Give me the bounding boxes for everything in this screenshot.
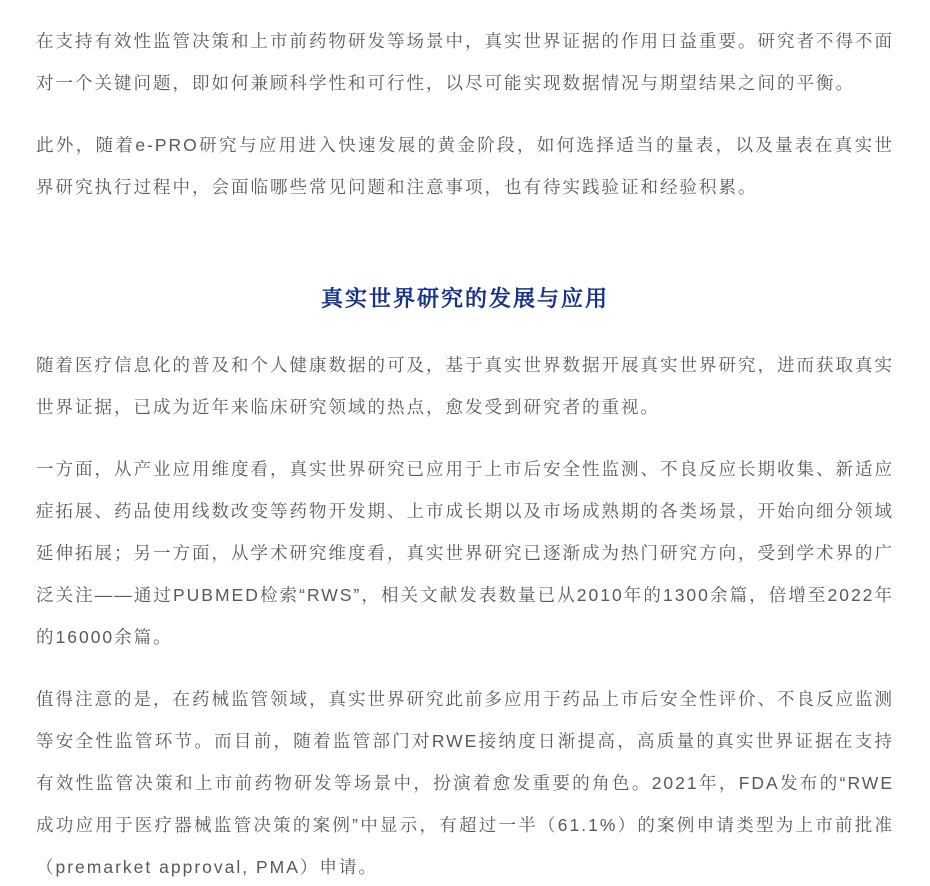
paragraph-section-1: 随着医疗信息化的普及和个人健康数据的可及，基于真实世界数据开展真实世界研究，进而获取真实世界证据，已成为近年来临床研究领域的热点，愈发受到研究者的重视。 <box>36 355 894 417</box>
paragraph-section-2: 一方面，从产业应用维度看，真实世界研究已应用于上市后安全性监测、不良反应长期收集、新适应症拓展、药品使用线数改变等药物开发期、上市成长期以及市场成熟期的各类场景，开始向细分领域延伸拓展；另一方面，从学术研究维度看，真实世界研究已逐渐成为热门研究方向，受到学术界的广泛关注——通过PUBMED检索“RWS”，相关文献发表数量已从2010年的1300余篇，倍增至2022年的16000余篇。 <box>36 459 894 647</box>
section-heading: 真实世界研究的发展与应用 <box>320 286 609 311</box>
paragraph-intro-1: 在支持有效性监管决策和上市前药物研发等场景中，真实世界证据的作用日益重要。研究者不得不面对一个关键问题，即如何兼顾科学性和可行性，以尽可能实现数据情况与期望结果之间的平衡。 <box>36 31 894 93</box>
paragraph-intro-2: 此外，随着e-PRO研究与应用进入快速发展的黄金阶段，如何选择适当的量表，以及量表在真实世界研究执行过程中，会面临哪些常见问题和注意事项，也有待实践验证和经验积累。 <box>36 135 894 197</box>
paragraph-section-3: 值得注意的是，在药械监管领域，真实世界研究此前多应用于药品上市后安全性评价、不良反应监测等安全性监管环节。而目前，随着监管部门对RWE接纳度日渐提高，高质量的真实世界证据在支持有效性监管决策和上市前药物研发等场景中，扮演着愈发重要的角色。2021年，FDA发布的“RWE成功应用于医疗器械监管决策的案例”中显示，有超过一半（61.1%）的案例申请类型为上市前批准（premarket approval, PMA）申请。 <box>36 689 894 877</box>
